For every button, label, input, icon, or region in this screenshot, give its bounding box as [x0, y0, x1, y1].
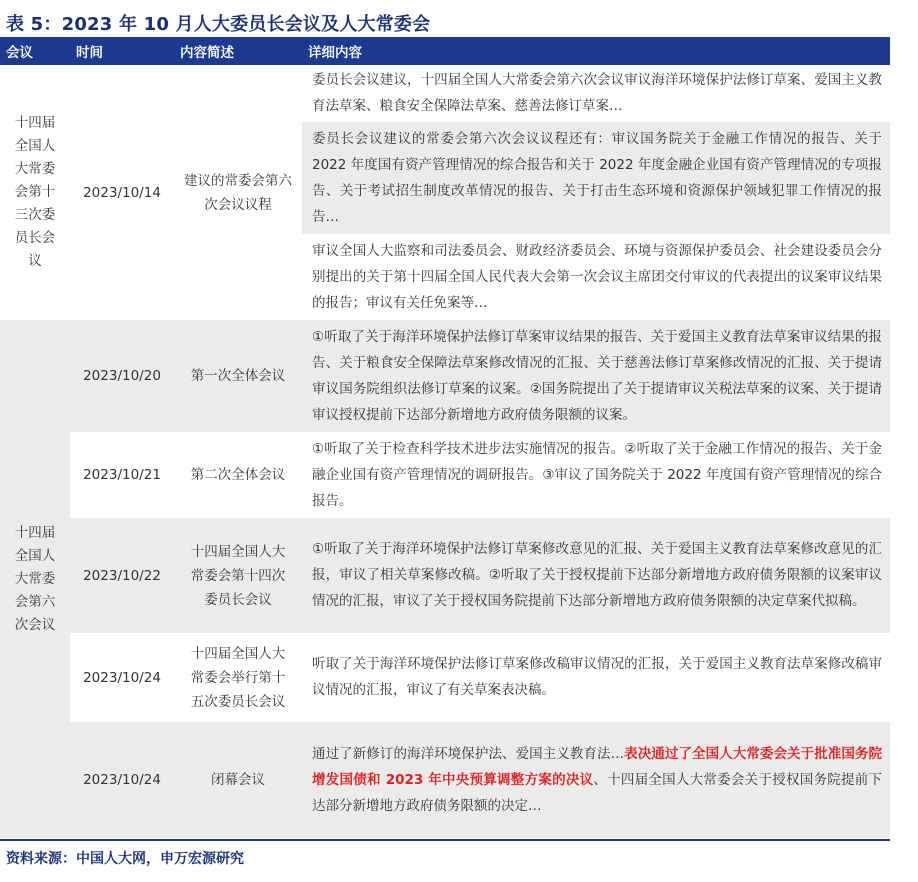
- summary-cell: 闭幕会议: [174, 722, 302, 838]
- highlighted-resolution-text: 表决通过了全国人大常委会关于批准国务院增发国债和 2023 年中央预算调整方案的决议: [312, 745, 882, 788]
- detail-cell: [302, 722, 890, 838]
- table-row: [0, 722, 890, 838]
- column-header-detail: 详细内容: [302, 37, 890, 65]
- detail-cell: 委员长会议建议，十四届全国人大常委会第六次会议审议海洋环境保护法修订草案、爱国主义教育法草案、粮食安全保障法草案、慈善法修订草案…: [302, 65, 890, 122]
- detail-cell: 听取了关于海洋环境保护法修订草案修改稿审议情况的汇报，关于爱国主义教育法草案修改稿审议情况的汇报，审议了有关草案表决稿。: [302, 633, 890, 722]
- table-row: [0, 320, 890, 432]
- table-row: [0, 65, 890, 122]
- table-bottom-rule: [0, 839, 890, 841]
- detail-text: 、十四届全国人大常委会关于授权国务院提前下达部分新增地方政府债务限额的决定…: [312, 771, 882, 814]
- table-row: [0, 633, 890, 722]
- detail-cell: ①听取了关于海洋环境保护法修订草案修改意见的汇报、关于爱国主义教育法草案修改意见的汇报，审议了相关草案修改稿。②听取了关于授权提前下达部分新增地方政府债务限额的议案审议情况的汇报，审议了关于授权国务院提前下达部分新增地方政府债务限额的决定草案代拟稿。: [302, 518, 890, 633]
- table-row: [0, 518, 890, 633]
- meeting-cell: [0, 320, 70, 838]
- summary-cell: [174, 633, 302, 722]
- detail-cell: 委员长会议建议的常委会第六次会议议程还有：审议国务院关于金融工作情况的报告、关于 2022 年度国有资产管理情况的综合报告和关于 2022 年度金融企业国有资产管理情况的专项报告、关于考试招生制度改革情况的报告、关于打击生态环境和资源保护领域犯罪工作情况的报告…: [302, 122, 890, 234]
- date-cell: 2023/10/20: [70, 320, 174, 432]
- table-header-row: [0, 37, 890, 65]
- summary-cell: [174, 518, 302, 633]
- source-note: 资料来源：中国人大网，申万宏源研究: [6, 851, 244, 867]
- date-cell: 2023/10/21: [70, 432, 174, 518]
- summary-text: 十四届全国人大常委会举行第十五次委员长会议: [190, 645, 286, 710]
- date-cell: 2023/10/22: [70, 518, 174, 633]
- meeting-name: 十四届全国人大常委会第六次会议: [14, 524, 56, 633]
- column-header-summary: 内容简述: [174, 37, 302, 65]
- table-title: 表 5：2023 年 10 月人大委员长会议及人大常委会: [6, 14, 431, 35]
- detail-cell: ①听取了关于检查科学技术进步法实施情况的报告。②听取了关于金融工作情况的报告、关于金融企业国有资产管理情况的调研报告。③审议了国务院关于 2022 年度国有资产管理情况的综合报告。: [302, 432, 890, 518]
- summary-cell: [174, 65, 302, 320]
- detail-text: 通过了新修订的海洋环境保护法、爱国主义教育法…: [312, 745, 625, 762]
- meeting-cell: [0, 65, 70, 320]
- detail-cell: ①听取了关于海洋环境保护法修订草案审议结果的报告、关于爱国主义教育法草案审议结果的报告、关于粮食安全保障法草案修改情况的汇报、关于慈善法修订草案修改情况的汇报、关于提请审议国务院组织法修订草案的议案。②国务院提出了关于提请审议关税法草案的议案、关于提请审议授权提前下达部分新增地方政府债务限额的议案。: [302, 320, 890, 432]
- meeting-name: 十四届全国人大常委会第十三次委员长会议: [14, 115, 56, 269]
- date-cell: 2023/10/24: [70, 722, 174, 838]
- column-header-time: 时间: [70, 37, 174, 65]
- column-header-meeting: 会议: [0, 37, 70, 65]
- summary-text: 建议的常委会第六次会议议程: [184, 172, 292, 213]
- summary-text: 十四届全国人大常委会第十四次委员长会议: [190, 543, 286, 608]
- date-cell: 2023/10/14: [70, 65, 174, 320]
- meetings-table: [0, 37, 890, 838]
- date-cell: 2023/10/24: [70, 633, 174, 722]
- summary-cell: 第一次全体会议: [174, 320, 302, 432]
- table-row: [0, 432, 890, 518]
- summary-cell: 第二次全体会议: [174, 432, 302, 518]
- detail-cell: 审议全国人大监察和司法委员会、财政经济委员会、环境与资源保护委员会、社会建设委员会分别提出的关于第十四届全国人民代表大会第一次会议主席团交付审议的代表提出的议案审议结果的报告；审议有关任免案等…: [302, 234, 890, 320]
